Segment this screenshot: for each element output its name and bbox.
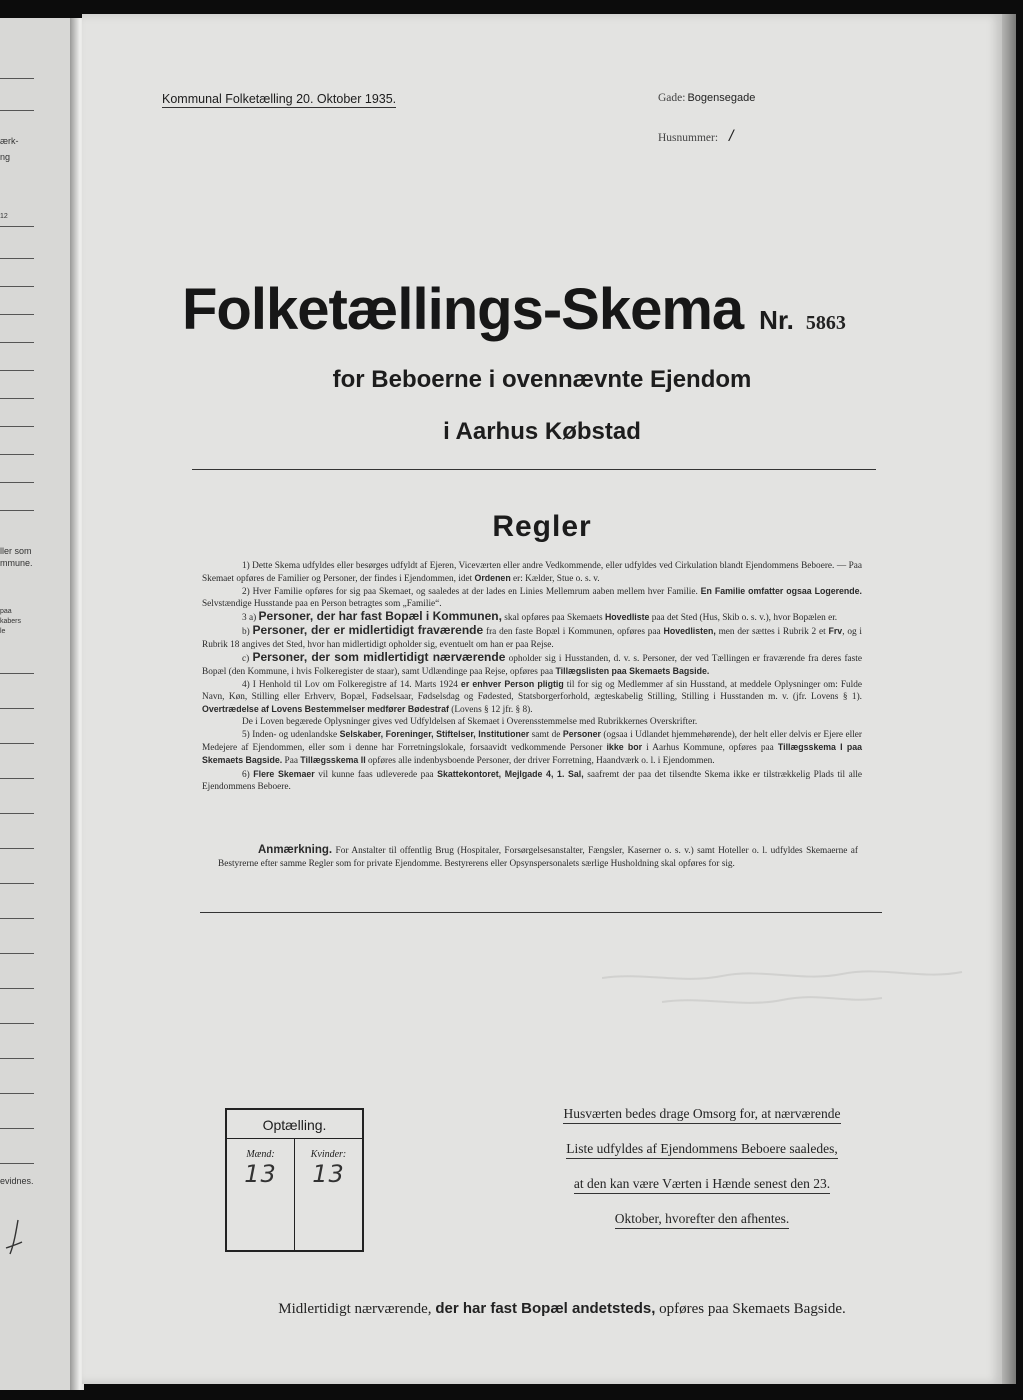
rules-body <box>202 560 862 793</box>
count-title: Optælling. <box>227 1110 362 1139</box>
rule-6: 6) Flere Skemaer vil kunne faas udleverede paa Skattekontoret, Mejlgade 4, 1. Sal, saafremt der paa det tilsendte Skema ikke er tilstrækkelig Plads til alle Ejendommens Beboere. <box>202 768 863 792</box>
left-facing-page <box>0 18 78 1390</box>
house-number-value: / <box>728 128 734 145</box>
left-page-rule <box>0 708 34 709</box>
landlord-notice-line: Oktober, hvorefter den afhentes. <box>615 1211 790 1229</box>
rule-4-note: De i Loven begærede Oplysninger gives ved Udfyldelsen af Skemaet i Overensstemmelse med Rubrikkernes Overskrifter. <box>242 717 698 728</box>
form-subtitle-1: for Beboerne i ovennævnte Ejendom <box>332 366 752 393</box>
left-page-fragment: ng <box>0 152 11 162</box>
count-men-value: 13 <box>244 1160 277 1188</box>
form-title-main: Folketællings-Skema <box>182 277 744 342</box>
house-number-label: Husnummer: <box>658 132 719 144</box>
count-men-column <box>227 1139 295 1250</box>
rule-5: 5) Inden- og udenlandske Selskaber, Foreninger, Stiftelser, Institutioner samt de Personer (ogsaa i Udlandet hjemmehørende), der helt eller delvis er Ejere eller Medejere af Ejendommen, eller som i denne har Forretningslokale, forsaavidt vedkommende Personer ikke bor i Aarhus Kommune, opføres paa Tillægsskema I paa Skemaets Bagside. Paa Tillægsskema II opføres alle indenbysboende Personer, der driver Forretning, Haandværk o. l. i Ejendommen. <box>202 729 862 767</box>
left-page-fragment: ller som <box>0 546 32 556</box>
left-page-rule <box>0 848 34 849</box>
form-subtitle-2: i Aarhus Købstad <box>443 418 641 445</box>
bleed-through-handwriting <box>602 958 1002 1018</box>
left-page-fragment: mmune. <box>0 558 33 568</box>
remark-text: For Anstalter til offentlig Brug (Hospitaler, Forsørgelsesanstalter, Fængsler, Kaserner o. s. v.) samt Hoteller o. l. udfyldes Skemaerne af Bestyrerne efter samme Regler som for private Ejendomme. Bestyrerens eller Opsynspersonalets særlige Husholdning skal opføres for sig. <box>218 846 859 869</box>
left-page-fragment: evidnes. <box>0 1176 34 1186</box>
street-label: Gade: <box>658 92 686 104</box>
left-page-fragment: 12 <box>0 213 8 220</box>
landlord-notice-line: at den kan være Værten i Hænde senest den 23. <box>574 1176 830 1194</box>
count-women-value: 13 <box>312 1160 345 1188</box>
left-page-rule <box>0 1058 34 1059</box>
page-stack-edge <box>1000 14 1016 1384</box>
count-box <box>225 1108 364 1252</box>
census-title: Kommunal Folketælling 20. Oktober 1935. <box>162 92 397 106</box>
rule-2: 2) Hver Familie opføres for sig paa Skemaet, og saaledes at der lades en Linies Mellemrum aaben mellem hver Familie. En Familie omfatter ogsaa Logerende. Selvstændige Husstande paa en Person betragtes som „Familie“. <box>202 586 863 610</box>
left-page-rule <box>0 454 34 455</box>
left-page-rule <box>0 953 34 954</box>
left-page-rule <box>0 286 34 287</box>
left-page-rule <box>0 78 34 79</box>
street-field <box>658 92 755 104</box>
left-page-rule <box>0 314 34 315</box>
left-page-rule <box>0 673 34 674</box>
rule-3c: c) Personer, der som midlertidigt nærværende opholder sig i Husstanden, d. v. s. Personer, der ved Tællingen er fraværende fra deres faste Bopæl (den Kommune, i hvis Folkeregister de staar), samt Udlændinge paa Rejse, opføres paa Tillægslisten paa Skemaets Bagside. <box>202 649 863 677</box>
census-form-page <box>82 14 1002 1384</box>
left-page-rule <box>0 426 34 427</box>
left-page-rule <box>0 226 34 227</box>
bleed-through-icon <box>602 958 1002 1018</box>
count-women-column <box>295 1139 362 1250</box>
left-page-rule <box>0 370 34 371</box>
rule-3a: 3 a) Personer, der har fast Bopæl i Kommunen, skal opføres paa Skemaets Hovedliste paa det Sted (Hus, Skib o. s. v.), hvor Bopælen er. <box>242 609 838 624</box>
remark-paragraph <box>218 844 858 870</box>
left-page-rule <box>0 110 34 111</box>
footer-part-2: der har fast Bopæl andetsteds, <box>435 1300 656 1317</box>
left-page-rule <box>0 778 34 779</box>
form-number-label: Nr. <box>759 305 794 335</box>
form-title <box>182 276 922 343</box>
title-divider <box>192 469 876 470</box>
left-page-rule <box>0 258 34 259</box>
left-page-rule <box>0 883 34 884</box>
rule-4: 4) I Henhold til Lov om Folkeregistre af 14. Marts 1924 er enhver Person pligtig til for sig og Medlemmer af sin Husstand, at meddele Oplysninger om: Fulde Navn, Køn, Stilling eller Erhverv, Bopæl, Fødselsaar, Fødselsdag og Fødested, Statsborgerforhold, ægteskabelig Stilling, Stilling i Husstanden m. v. (jfr. Lovens § 1). Overtrædelse af Lovens Bestemmelser medfører Bødestraf (Lovens § 12 jfr. § 8). <box>202 678 863 716</box>
landlord-notice <box>522 1096 882 1236</box>
left-page-fragment: le <box>0 628 6 635</box>
left-page-rule <box>0 743 34 744</box>
left-page-fragment: ærk- <box>0 136 19 146</box>
signature-stroke-icon <box>4 1218 24 1258</box>
street-value: Bogensegade <box>687 92 756 104</box>
footer-part-3: opføres paa Skemaets Bagside. <box>659 1301 846 1317</box>
house-number-field <box>658 128 733 146</box>
left-page-rule <box>0 1023 34 1024</box>
left-page-rule <box>0 342 34 343</box>
left-page-rule <box>0 482 34 483</box>
remark-lead: Anmærkning. <box>258 844 333 856</box>
landlord-notice-line: Liste udfyldes af Ejendommens Beboere saaledes, <box>566 1141 837 1159</box>
left-page-fragment: paa <box>0 608 12 615</box>
rule-3b: b) Personer, der er midlertidigt fraværende fra den faste Bopæl i Kommunen, opføres paa Hovedlisten, men der sættes i Rubrik 2 et Frv, og i Rubrik 18 angives det Sted, hvor han midlertidigt opholder sig, eventuelt om han er paa Rejse. <box>202 623 862 650</box>
footer-part-1: Midlertidigt nærværende, <box>278 1301 432 1317</box>
remark-divider <box>200 912 882 913</box>
left-page-fragment: kabers <box>0 618 22 625</box>
count-women-label: Kvinder: <box>310 1149 347 1160</box>
left-page-rule <box>0 1093 34 1094</box>
left-page-rule <box>0 988 34 989</box>
rules-heading: Regler <box>492 510 592 543</box>
left-page-rule <box>0 1128 34 1129</box>
footer-note <box>162 1300 962 1318</box>
count-men-label: Mænd: <box>246 1149 275 1160</box>
left-page-rule <box>0 1163 34 1164</box>
landlord-notice-line: Husværten bedes drage Omsorg for, at nærværende <box>563 1106 840 1124</box>
rule-1: 1) Dette Skema udfyldes eller besørges udfyldt af Ejeren, Viceværten eller andre Vedkommende, eller udfyldes ved Cirkulation blandt Ejendommens Beboere. — Paa Skemaet opføres de Familier og Personer, der findes i Ejendommen, idet Ordenen er: Kælder, Stue o. s. v. <box>202 561 862 585</box>
left-page-rule <box>0 918 34 919</box>
left-page-rule <box>0 398 34 399</box>
left-page-rule <box>0 813 34 814</box>
form-number-value: 5863 <box>805 312 846 334</box>
left-page-rule <box>0 510 34 511</box>
